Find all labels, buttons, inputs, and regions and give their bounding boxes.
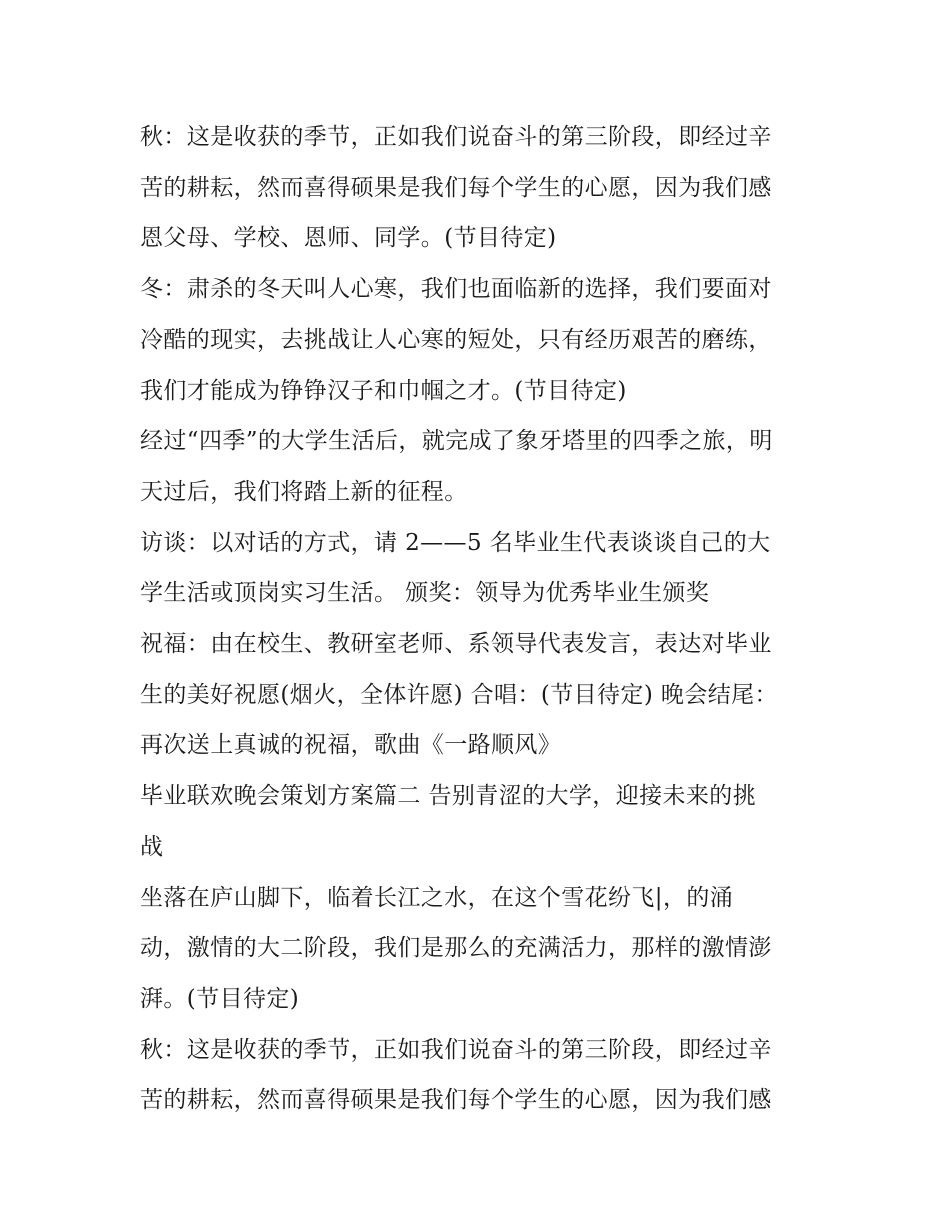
text-line: 冬：肃杀的冬天叫人心寒，我们也面临新的选择，我们要面对 <box>140 276 772 303</box>
text-line: 生的美好祝愿(烟火，全体许愿) 合唱：(节目待定) 晚会结尾： <box>140 681 778 708</box>
text-line: 秋：这是收获的季节，正如我们说奋斗的第三阶段，即经过辛 <box>140 1036 772 1063</box>
text-line: 恩父母、学校、恩师、同学。(节目待定) <box>140 225 557 252</box>
text-line: 秋：这是收获的季节，正如我们说奋斗的第三阶段，即经过辛 <box>140 124 772 150</box>
text-line: 我们才能成为铮铮汉子和巾帼之才。(节目待定) <box>140 377 627 404</box>
text-line: 祝福：由在校生、教研室老师、系领导代表发言，表达对毕业 <box>140 631 772 658</box>
text-line: 战 <box>140 833 164 860</box>
text-line: 学生活或顶岗实习生活。 颁奖：领导为优秀毕业生颁奖 <box>140 580 710 607</box>
text-line: 湃。(节目待定) <box>140 985 300 1012</box>
text-line: 动，激情的大二阶段，我们是那么的充满活力，那样的激情澎 <box>140 935 772 962</box>
text-line: 天过后，我们将踏上新的征程。 <box>140 478 468 505</box>
text-line: 经过“四季”的大学生活后，就完成了象牙塔里的四季之旅，明 <box>140 428 773 455</box>
text-line: 冷酷的现实，去挑战让人心寒的短处，只有经历艰苦的磨练， <box>140 326 772 353</box>
text-line: 访谈：以对话的方式，请 2——5 名毕业生代表谈谈自己的大 <box>140 529 771 556</box>
text-line: 苦的耕耘，然而喜得硕果是我们每个学生的心愿，因为我们感 <box>140 174 772 201</box>
text-line: 苦的耕耘，然而喜得硕果是我们每个学生的心愿，因为我们感 <box>140 1087 772 1114</box>
text-line: 再次送上真诚的祝福，歌曲《一路顺风》 <box>140 732 562 759</box>
text-line: 毕业联欢晚会策划方案篇二 告别青涩的大学，迎接未来的挑 <box>140 783 757 810</box>
text-line: 坐落在庐山脚下，临着长江之水，在这个雪花纷飞|，的涌 <box>140 884 734 911</box>
